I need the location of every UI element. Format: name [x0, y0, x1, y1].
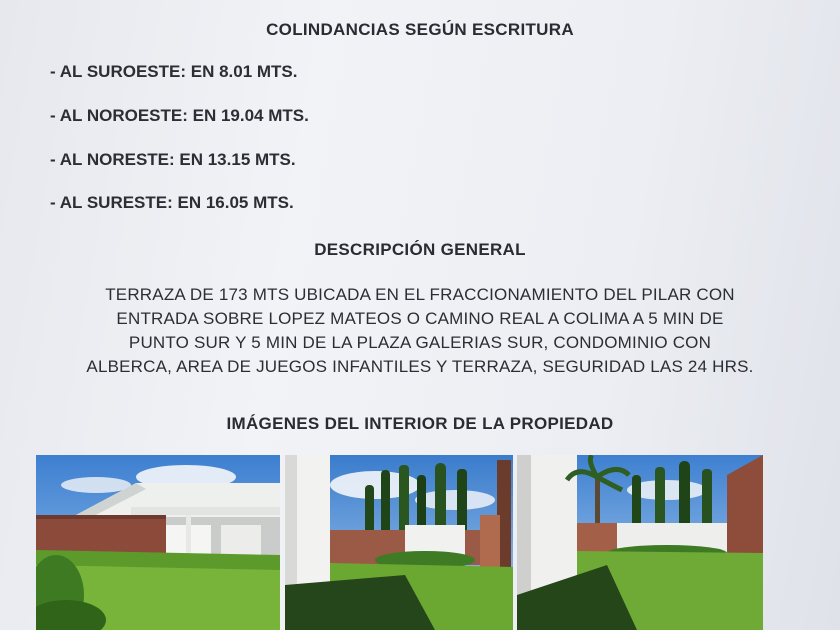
descripcion-line: ENTRADA SOBRE LOPEZ MATEOS O CAMINO REAL A COLIMA A 5 MIN DE — [116, 309, 724, 328]
colindancia-sureste: - AL SURESTE: EN 16.05 MTS. — [50, 193, 294, 212]
colindancia-noreste: - AL NORESTE: EN 13.15 MTS. — [50, 150, 296, 169]
descripcion-line: ALBERCA, AREA DE JUEGOS INFANTILES Y TERRAZA, SEGURIDAD LAS 24 HRS. — [86, 357, 754, 376]
colindancia-noroeste: - AL NOROESTE: EN 19.04 MTS. — [50, 106, 309, 125]
colindancia-suroeste: - AL SUROESTE: EN 8.01 MTS. — [50, 62, 298, 81]
colindancias-title: COLINDANCIAS SEGÚN ESCRITURA — [266, 20, 574, 39]
descripcion-line: PUNTO SUR Y 5 MIN DE LA PLAZA GALERIAS SUR, CONDOMINIO CON — [128, 333, 712, 352]
descripcion-title: DESCRIPCIÓN GENERAL — [314, 240, 526, 259]
property-photo-house — [36, 455, 280, 630]
imagenes-title: IMÁGENES DEL INTERIOR DE LA PROPIEDAD — [226, 414, 614, 433]
property-photo-yard — [517, 455, 763, 630]
property-photo-garden — [285, 455, 513, 630]
descripcion-line: TERRAZA DE 173 MTS UBICADA EN EL FRACCIONAMIENTO DEL PILAR CON — [105, 285, 735, 304]
